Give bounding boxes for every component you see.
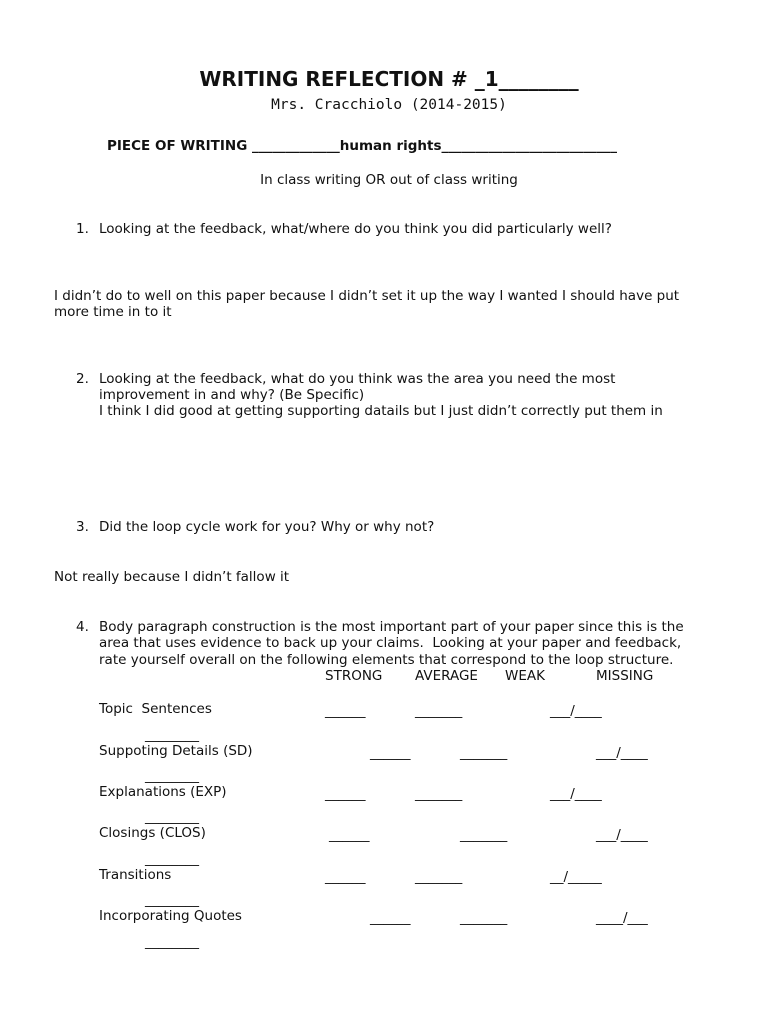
blank-average: _______: [415, 703, 463, 719]
piece-of-writing-text: PIECE OF WRITING _____________human rights__________________________: [107, 138, 617, 154]
blank-strong: ______: [325, 786, 366, 802]
answer-1-line-1: I didn’t do to well on this paper because I didn’t set it up the way I wanted I should have put: [54, 288, 680, 304]
question-1-number: 1.: [76, 221, 89, 237]
blank-average: _______: [460, 827, 508, 843]
blank-missing: ___/____: [596, 827, 648, 843]
blank-average: _______: [415, 786, 463, 802]
blank-missing: __/_____: [550, 869, 602, 885]
blank-missing: ___/____: [550, 786, 602, 802]
blank-underline: ________: [145, 934, 199, 950]
column-weak: WEAK: [505, 668, 545, 684]
piece-of-writing-line: [107, 138, 617, 154]
answer-2-text: I think I did good at getting supporting datails but I just didn’t correctly put them in: [99, 403, 663, 419]
blank-underline: ________: [145, 727, 199, 743]
row-label-supporting-details: Suppoting Details (SD): [99, 743, 253, 759]
blank-strong: ______: [325, 703, 366, 719]
question-2-line-2: improvement in and why? (Be Specific): [99, 387, 365, 403]
blank-strong: ______: [325, 869, 366, 885]
row-label-explanations: Explanations (EXP): [99, 784, 227, 800]
class-writing-choice: In class writing OR out of class writing: [260, 172, 518, 188]
column-average: AVERAGE: [415, 668, 478, 684]
question-4-line-1: Body paragraph construction is the most important part of your paper since this is the: [99, 619, 684, 635]
blank-average: _______: [415, 869, 463, 885]
blank-underline: ________: [145, 892, 199, 908]
row-label-transitions: Transitions: [99, 867, 172, 883]
blank-underline: ________: [145, 768, 199, 784]
question-4-number: 4.: [76, 619, 89, 635]
question-1-text: Looking at the feedback, what/where do you think you did particularly well?: [99, 221, 612, 237]
blank-average: _______: [460, 910, 508, 926]
row-label-incorporating-quotes: Incorporating Quotes: [99, 908, 242, 924]
question-3-text: Did the loop cycle work for you? Why or why not?: [99, 519, 435, 535]
blank-strong: ______: [370, 910, 411, 926]
question-4-line-3: rate yourself overall on the following elements that correspond to the loop structure.: [99, 652, 674, 668]
question-3-number: 3.: [76, 519, 89, 535]
blank-strong: ______: [370, 745, 411, 761]
teacher-name: Mrs. Cracchiolo (2014-2015): [271, 97, 507, 113]
answer-1-line-2: more time in to it: [54, 304, 172, 320]
column-strong: STRONG: [325, 668, 383, 684]
row-label-closings: Closings (CLOS): [99, 825, 206, 841]
column-missing: MISSING: [596, 668, 654, 684]
blank-underline: ________: [145, 809, 199, 825]
blank-strong: ______: [329, 827, 370, 843]
question-4-line-2: area that uses evidence to back up your claims. Looking at your paper and feedback,: [99, 635, 682, 651]
blank-missing: ___/____: [596, 745, 648, 761]
blank-missing: ____/___: [596, 910, 648, 926]
blank-underline: ________: [145, 851, 199, 867]
row-label-topic-sentences: Topic Sentences: [99, 701, 212, 717]
question-2-line-1: Looking at the feedback, what do you think was the area you need the most: [99, 371, 616, 387]
blank-missing: ___/____: [550, 703, 602, 719]
answer-3-text: Not really because I didn’t fallow it: [54, 569, 290, 585]
question-2-number: 2.: [76, 371, 89, 387]
blank-average: _______: [460, 745, 508, 761]
worksheet-title: WRITING REFLECTION # _1________: [199, 67, 579, 91]
